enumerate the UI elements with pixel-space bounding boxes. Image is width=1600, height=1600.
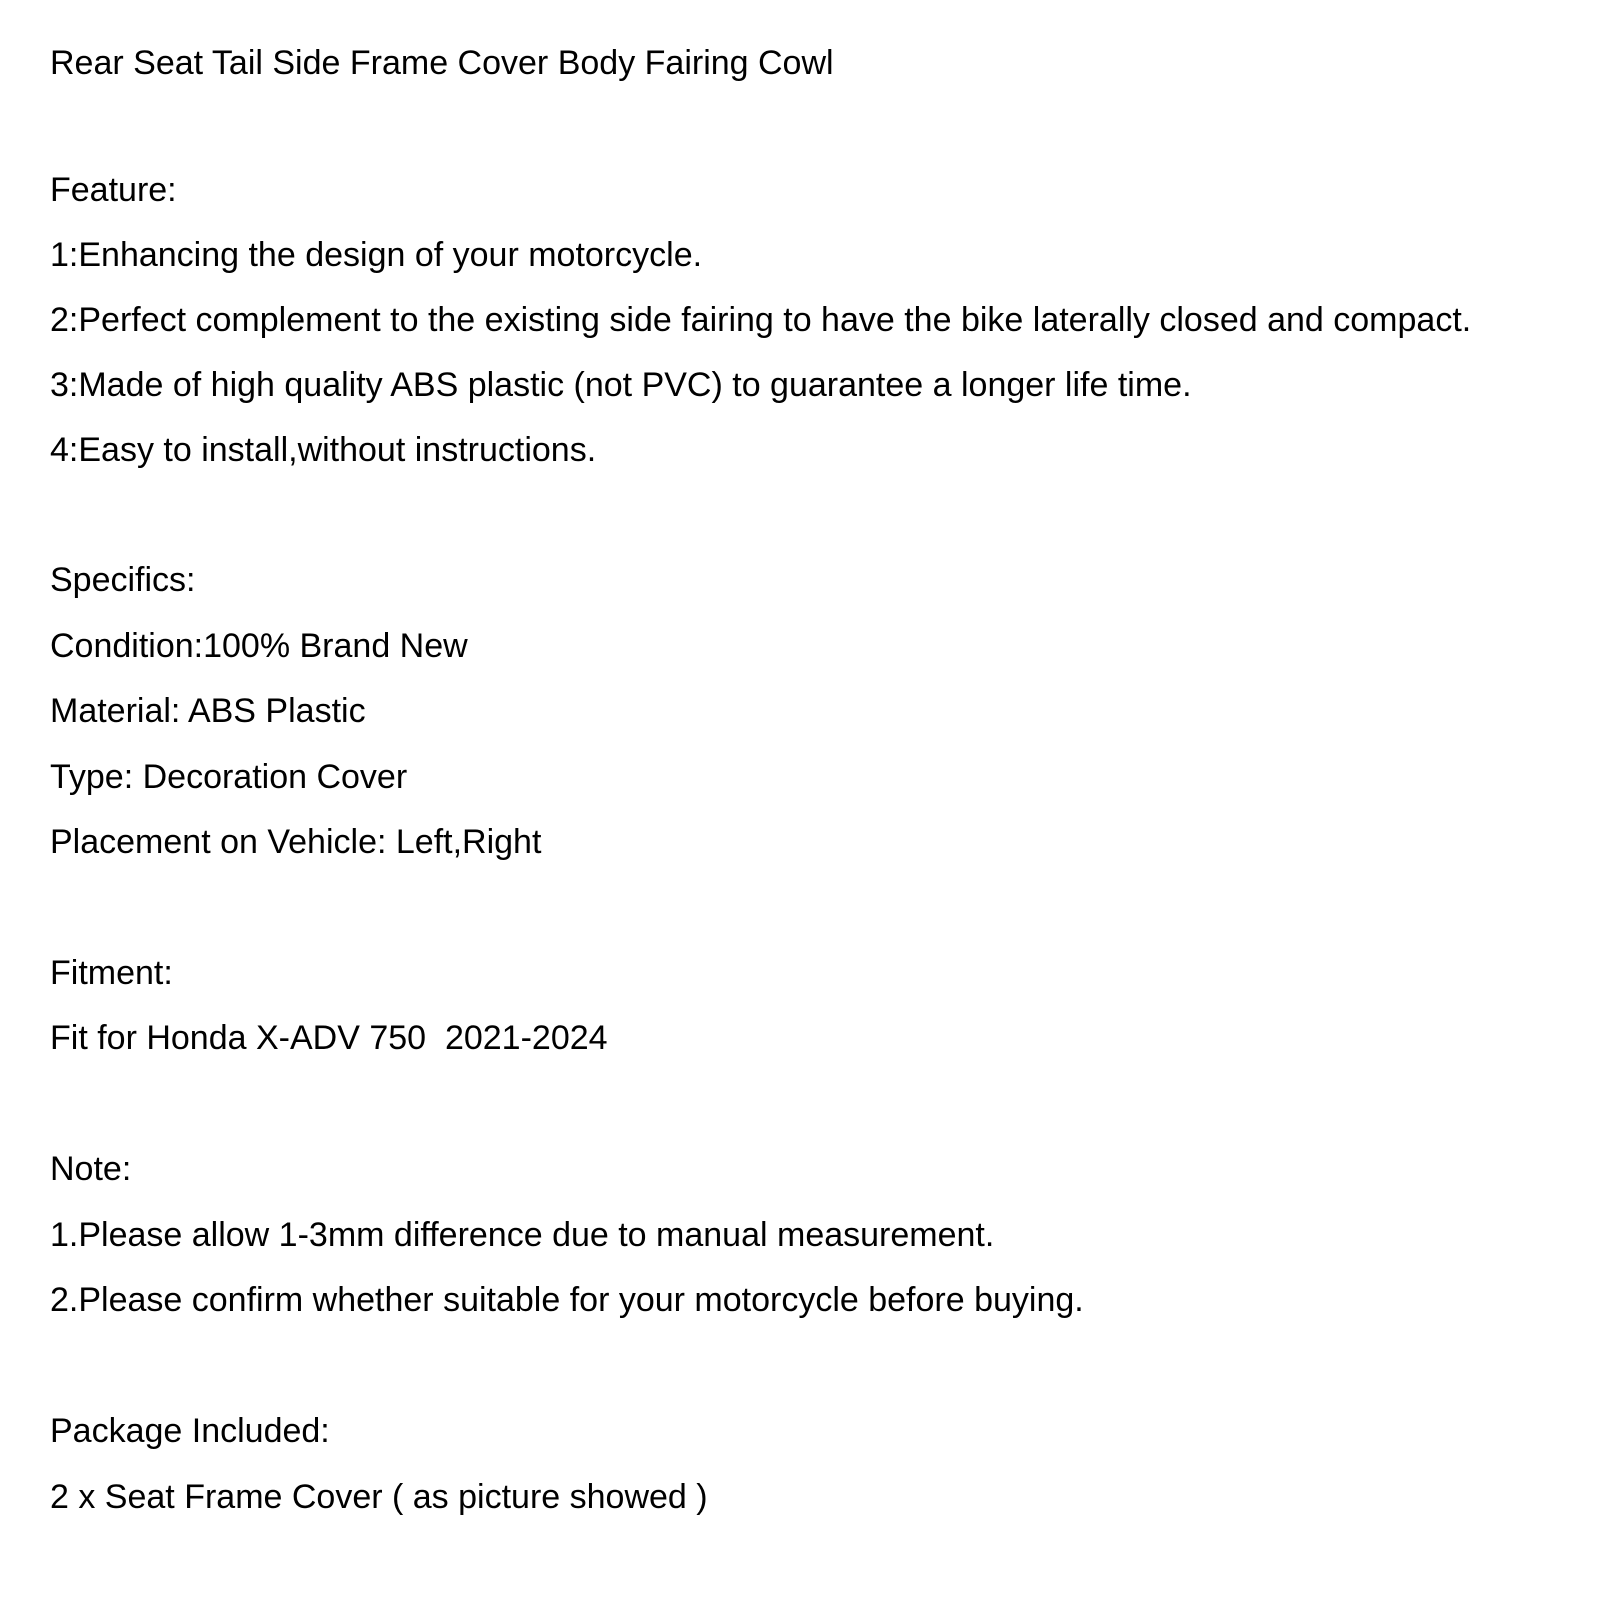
note-item: 1.Please allow 1-3mm difference due to manual measurement. xyxy=(50,1216,995,1254)
fitment-item: Fit for Honda X-ADV 750 2021-2024 xyxy=(50,1019,608,1057)
specifics-item: Type: Decoration Cover xyxy=(50,758,408,796)
page-title: Rear Seat Tail Side Frame Cover Body Fairing Cowl xyxy=(50,44,834,82)
note-heading: Note: xyxy=(50,1150,132,1188)
package-item: 2 x Seat Frame Cover ( as picture showed ) xyxy=(50,1478,708,1516)
package-heading: Package Included: xyxy=(50,1412,330,1450)
feature-heading: Feature: xyxy=(50,171,177,209)
fitment-heading: Fitment: xyxy=(50,954,173,992)
feature-item: 2:Perfect complement to the existing side fairing to have the bike laterally closed and compact. xyxy=(50,301,1472,339)
specifics-item: Condition:100% Brand New xyxy=(50,627,468,665)
feature-item: 4:Easy to install,without instructions. xyxy=(50,431,597,469)
specifics-item: Material: ABS Plastic xyxy=(50,692,366,730)
feature-item: 3:Made of high quality ABS plastic (not PVC) to guarantee a longer life time. xyxy=(50,366,1192,404)
specifics-item: Placement on Vehicle: Left,Right xyxy=(50,823,542,861)
note-item: 2.Please confirm whether suitable for your motorcycle before buying. xyxy=(50,1281,1084,1319)
specifics-heading: Specifics: xyxy=(50,561,196,599)
feature-item: 1:Enhancing the design of your motorcycle. xyxy=(50,236,703,274)
